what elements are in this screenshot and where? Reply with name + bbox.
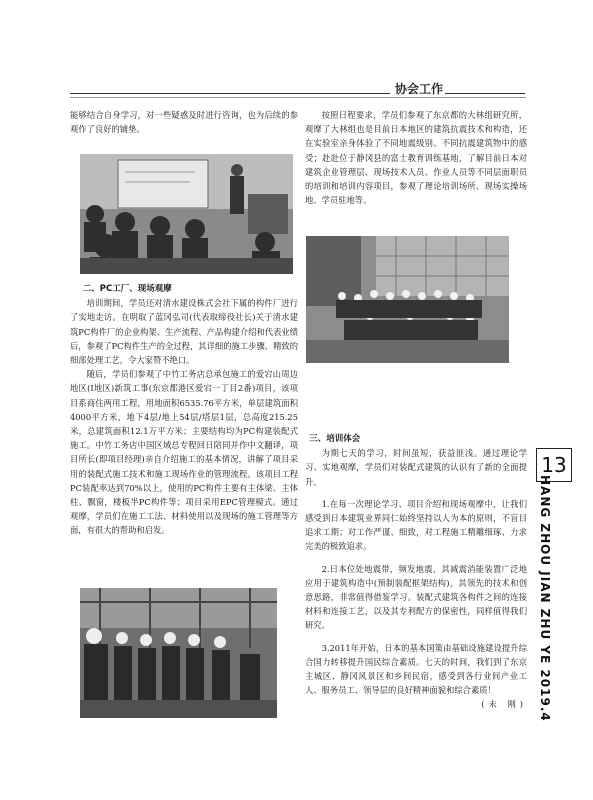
journal-name-vertical: HANG ZHOU JIAN ZHU YE 2019.4: [538, 475, 552, 722]
header-rule-thin: [70, 97, 526, 98]
right-column-intro: [305, 108, 527, 207]
section-2-paragraph-2: 随后，学员们参观了中竹工务店总承包施工的爱宕山周边地区(I地区)新筑工事(东京都港区爱宕一丁目2番)项目，该项目系商住两用工程，用地面积6535.76平方米，单层建筑面积4000平方米，地下4层/地上54层/塔层1层，总高度215.25米，总建筑面积12.1万平方米；主要结构均为PC构建装配式施工。中竹工务店中国区域总专程回日陪同并作中文翻译，项目所长(即项目经理)亲自介绍施工的基本情况，讲解了项目采用的装配式施工技术和施工现场作业的管理流程。该项目工程PC装配率达到70%以上，使用的PC构件主要有主体梁、主体柱、飘窗，楼板半PC构件等；项目采用EPC管理模式。通过观摩，学员们在施工工法、材料使用以及现场的施工管理等方面，有很大的帮助和启发。: [70, 369, 298, 536]
left-column-section-2: [70, 282, 298, 538]
lecture-photo: [80, 154, 293, 274]
left-column-intro: [70, 108, 298, 136]
page-number: 13: [536, 448, 572, 482]
section-2-paragraph-1: 培训期间，学员还对清水建设株式会社下属的构件厂进行了实地走访。在明取了蓝冈弘司(代表取缔役社长)关于清水建筑PC构件厂的企业构架、生产流程、产品构建介绍和代表业绩后，参观了PC构件生产的全过程，其详细的施工步骤、精致的细部处理工艺，令大家赞不绝口。: [70, 298, 298, 366]
section-3-paragraph-4: 3.2011年开始，日本的基本国策由基础设施建设提升综合国力转移提升国民综合素质。七天的时间，我们到了东京主城区、静冈风景区和乡间民宿，感受到各行业间产业工人、服务员工、领导层的良好精神面貌和综合素质！: [305, 642, 527, 696]
section-3-paragraph-3: 2.日本位处地震带，频发地震，其减震消能装置广泛地应用于建筑构造中(预制装配框架结构)，其领先的技术和创意思路，非常值得借鉴学习。装配式建筑各构件之间的连接材料和连接工艺，以及其专利配方的保密性，同样值得我们研究。: [305, 563, 527, 631]
right-paragraph-1: 按照日程要求，学员们参观了东京都的大林组研究所，观摩了大林组也是目前日本地区的建筑抗震技术和构造，还在实验室亲身体验了不同地震级别、不同抗震建筑物中的感受；赴赴位于静冈县的富士教育训练基地，了解目前日本对建筑企业管理层、现场技术人员、作业人员等不同层面职员的培训和培训内容项目，参观了理论培训场所、现场实操场地、学员驻地等。: [305, 110, 527, 206]
section-header-title: 协会工作: [394, 82, 443, 96]
section-2-heading: 二、PC工厂、现场观摩: [82, 284, 172, 294]
right-column-section-3: [305, 432, 527, 712]
section-3-paragraph-2: 1.在每一次理论学习、项目介绍和现场观摩中，让我们感受到日本建筑业界同仁始终坚持以人为本的原则，不盲目追求工期；对工作严谨、细致，对工程施工精雕细琢、力求完美的极致追求。: [305, 498, 527, 552]
header-rule: [70, 93, 390, 94]
group-photo: [306, 236, 509, 363]
author-name: (未 刚): [481, 699, 527, 710]
factory-photo: [80, 588, 277, 718]
header-rule: [445, 93, 525, 94]
section-3-heading: 三、培训体会: [309, 434, 361, 444]
intro-paragraph: 能够结合自身学习，对一些疑惑及时进行咨询，也为后续的参观作了良好的铺垫。: [70, 110, 298, 135]
section-3-paragraph-1: 为期七天的学习，时间虽短，获益匪浅。通过理论学习、实地观摩，学员们对装配式建筑的认识有了新的全面提升。: [305, 448, 527, 487]
